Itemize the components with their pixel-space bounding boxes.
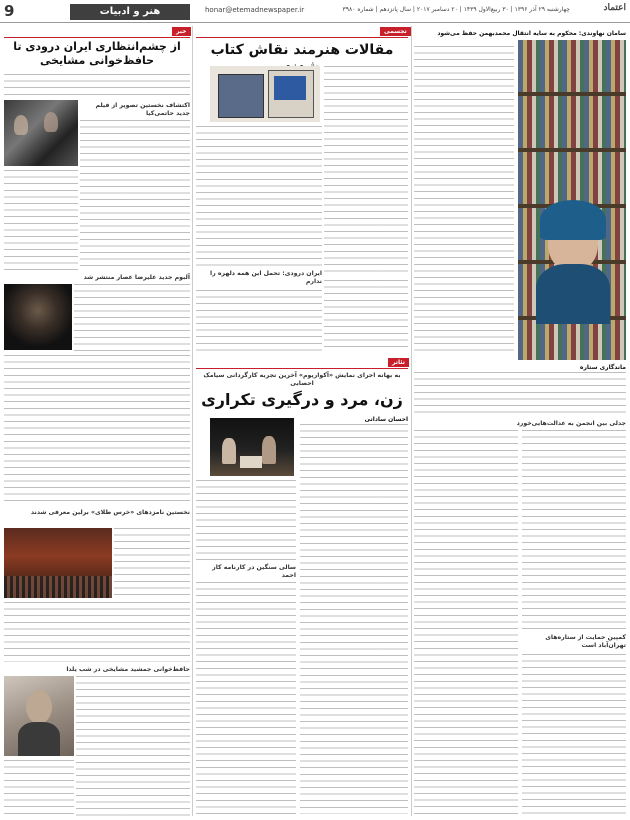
center-sub1-block — [196, 268, 322, 288]
left-headline-block — [4, 40, 190, 68]
newspaper-logo: اعتماد — [603, 3, 626, 13]
left-text-4 — [114, 528, 190, 600]
right-text-4 — [522, 430, 626, 630]
right-text-2 — [414, 372, 626, 416]
center-text-4 — [324, 280, 408, 352]
date-line: چهارشنبه ۲۹ آذر ۱۳۹۶ | ۳۰ ربیع‌الاول ۱۴۳۹ | ۲۰ دسامبر ۲۰۱۷ | سال پانزدهم | شماره ۳۹۸۰ — [342, 6, 570, 13]
byline: احسان ساداتی — [364, 416, 408, 423]
right-sub1: جدلی بین انجمن به عدالت‌هایی‌خورد — [516, 420, 626, 427]
center-headline2-block — [196, 370, 408, 410]
left-text-7 — [4, 760, 74, 816]
left-sub4-block — [4, 664, 190, 676]
center-text-5 — [300, 424, 408, 814]
center-headline2: زن، مرد و درگیری تکراری — [201, 390, 403, 409]
left-headline: از چشم‌انتظاری ایران درودی تا حافظ‌خوانی مشایخی — [13, 40, 181, 67]
center-kicker: به بهانه اجرای نمایش «آکواریوم» آخرین تجربه کارگردانی سیامک احصایی — [203, 372, 401, 387]
left-text-3 — [4, 355, 190, 505]
mashayekhi-photo — [4, 676, 74, 756]
divider-right — [411, 26, 412, 816]
left-intro-text — [4, 74, 190, 98]
right-text-1 — [414, 46, 514, 356]
left-text-1 — [80, 120, 190, 270]
center-headline: مقالات هنرمند نقاش کتاب — [210, 42, 394, 58]
left-text-5 — [4, 602, 190, 662]
right-sub2-block — [522, 632, 626, 652]
email-address: honar@etemadnewspaper.ir — [205, 6, 305, 14]
right-sub2: کمپین حمایت از ستاره‌های تهران‌آباد است — [545, 634, 626, 649]
right-headline-block — [414, 28, 626, 40]
center-text-1 — [324, 66, 408, 276]
left-text-2 — [74, 284, 190, 352]
masthead — [0, 0, 630, 23]
left-sub4: حافظ‌خوانی جمشید مشایخی در شب یلدا — [66, 666, 190, 673]
film-still-photo — [4, 100, 78, 166]
left-text-6 — [76, 676, 190, 816]
center-rule-2 — [196, 368, 408, 369]
left-sub2-block — [4, 272, 190, 284]
theater-label: تئاتر — [388, 358, 409, 367]
left-sub2: آلبوم جدید علیرضا عصار منتشر شد — [83, 274, 190, 281]
section-title: هنر و ادبیات — [70, 4, 190, 20]
center-sub2: سالی سنگین در کارنامه کار احمد — [212, 564, 296, 579]
center-text-7 — [196, 582, 296, 814]
center-sub1: ایران درودی: تحمل این همه دلهره را ندارم — [210, 270, 322, 285]
news-label: خبر — [172, 27, 191, 36]
left-text-1b — [4, 170, 78, 270]
right-sub1-block — [414, 418, 626, 430]
center-sub2-block — [196, 562, 296, 582]
books-photo — [210, 66, 320, 122]
left-sub3-block — [4, 507, 190, 519]
theater-stage-photo — [210, 418, 294, 476]
divider-left — [192, 26, 193, 816]
left-sub3: نخستین نامزدهای «خرس طلای» برلین معرفی شدند — [30, 509, 190, 516]
singer-photo — [4, 284, 72, 350]
center-text-6 — [196, 480, 296, 560]
center-text-2 — [196, 126, 322, 266]
left-rule — [4, 37, 190, 38]
visual-arts-label: تجسمی — [380, 27, 411, 36]
center-rule — [196, 37, 408, 38]
right-headline: سامان نهاوندی: محکوم به سایه انتقال محمدبهمن حفظ می‌شود — [437, 30, 626, 37]
left-sub1: اکتشاف نخستین تصویر از فیلم جدید حاتمی‌کیا — [95, 102, 190, 117]
bookshelf-portrait-photo — [518, 40, 626, 360]
right-kicker: ماندگاری ستاره — [579, 364, 626, 371]
center-text-3 — [196, 290, 322, 352]
page-number: 9 — [4, 2, 15, 20]
right-text-3 — [414, 430, 518, 814]
right-text-5 — [522, 654, 626, 814]
berlin-festival-photo — [4, 528, 112, 598]
left-sub1-block — [80, 100, 190, 120]
